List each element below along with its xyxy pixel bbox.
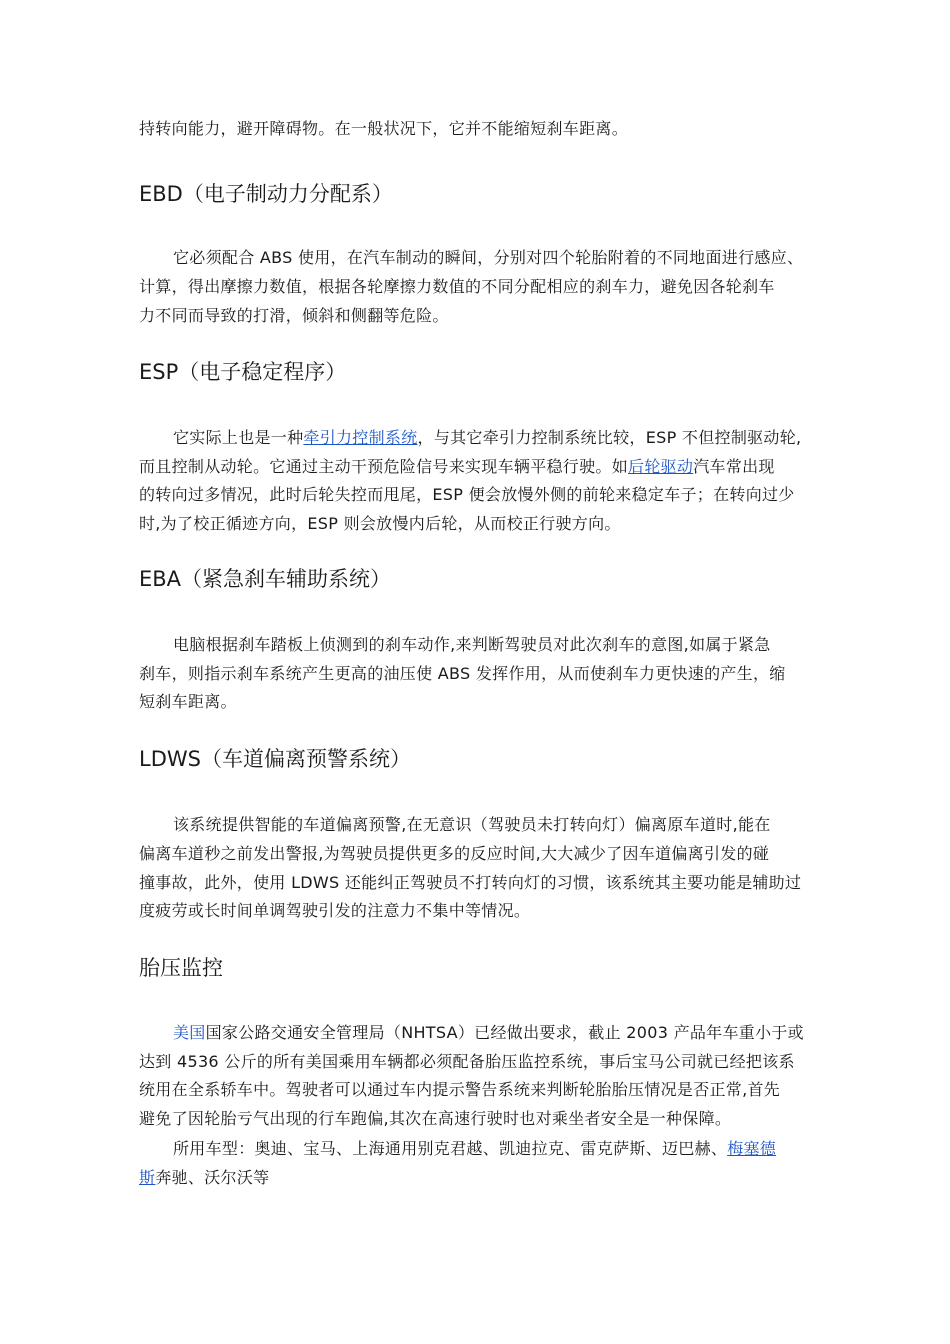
- paragraph-line: [139, 457, 775, 477]
- text-span: 而且控制从动轮。它通过主动干预危险信号来实现车辆平稳行驶。如: [139, 457, 629, 476]
- paragraph-line: 时,为了校正循迹方向，ESP 则会放慢内后轮，从而校正行驶方向。: [139, 514, 621, 533]
- paragraph-line: [173, 1023, 804, 1043]
- text-span: 国家公路交通安全管理局（NHTSA）已经做出要求，截止 2003 产品年车重小于或: [205, 1023, 804, 1042]
- text-span: 它实际上也是一种: [173, 428, 304, 447]
- paragraph-line: 该系统提供智能的车道偏离预警,在无意识（驾驶员未打转向灯）偏离原车道时,能在: [173, 815, 771, 834]
- paragraph-line: 达到 4536 公斤的所有美国乘用车辆都必须配备胎压监控系统，事后宝马公司就已经把该系: [139, 1052, 795, 1071]
- section-heading-ebd: EBD（电子制动力分配系）: [139, 182, 393, 206]
- paragraph-line: 统用在全系轿车中。驾驶者可以通过车内提示警告系统来判断轮胎胎压情况是否正常,首先: [139, 1080, 781, 1099]
- paragraph-line: [139, 1168, 269, 1188]
- section-heading-tire-pressure: 胎压监控: [139, 956, 223, 980]
- section-heading-esp: ESP（电子稳定程序）: [139, 360, 347, 384]
- link-rear-wheel-drive[interactable]: 后轮驱动: [628, 457, 694, 476]
- paragraph-line: 的转向过多情况，此时后轮失控而甩尾，ESP 便会放慢外侧的前轮来稳定车子；在转向过少: [139, 485, 795, 504]
- paragraph-line: 度疲劳或长时间单调驾驶引发的注意力不集中等情况。: [139, 901, 531, 920]
- link-mercedes-cont[interactable]: 斯: [139, 1168, 156, 1187]
- paragraph-line: 偏离车道秒之前发出警报,为驾驶员提供更多的反应时间,大大减少了因车道偏离引发的碰: [139, 844, 770, 863]
- link-mercedes[interactable]: 梅塞德: [727, 1139, 777, 1158]
- paragraph-line: 持转向能力，避开障碍物。在一般状况下，它并不能缩短刹车距离。: [139, 119, 629, 138]
- paragraph-line: 避免了因轮胎亏气出现的行车跑偏,其次在高速行驶时也对乘坐者安全是一种保障。: [139, 1109, 732, 1128]
- section-heading-ldws: LDWS（车道偏离预警系统）: [139, 747, 411, 771]
- paragraph-line: 电脑根据刹车踏板上侦测到的刹车动作,来判断驾驶员对此次刹车的意图,如属于紧急: [173, 635, 771, 654]
- section-heading-eba: EBA（紧急刹车辅助系统）: [139, 567, 392, 591]
- link-usa[interactable]: 美国: [173, 1023, 206, 1042]
- paragraph-line: [173, 1139, 776, 1159]
- text-span: 汽车常出现: [693, 457, 775, 476]
- paragraph-line: [173, 428, 801, 448]
- paragraph-line: 力不同而导致的打滑，倾斜和侧翻等危险。: [139, 306, 449, 325]
- paragraph-line: 它必须配合 ABS 使用，在汽车制动的瞬间，分别对四个轮胎附着的不同地面进行感应、: [173, 248, 804, 267]
- text-span: ，与其它牵引力控制系统比较，ESP 不但控制驱动轮,: [417, 428, 802, 447]
- paragraph-line: 计算，得出摩擦力数值，根据各轮摩擦力数值的不同分配相应的刹车力，避免因各轮刹车: [139, 277, 775, 296]
- link-traction-control[interactable]: 牵引力控制系统: [303, 428, 418, 447]
- paragraph-line: 撞事故，此外，使用 LDWS 还能纠正驾驶员不打转向灯的习惯，该系统其主要功能是辅助过: [139, 873, 802, 892]
- text-span: 奔驰、沃尔沃等: [155, 1168, 270, 1187]
- paragraph-line: 刹车，则指示刹车系统产生更高的油压使 ABS 发挥作用，从而使刹车力更快速的产生，缩: [139, 664, 786, 683]
- paragraph-line: 短刹车距离。: [139, 692, 237, 711]
- text-span: 所用车型：奥迪、宝马、上海通用别克君越、凯迪拉克、雷克萨斯、迈巴赫、: [173, 1139, 728, 1158]
